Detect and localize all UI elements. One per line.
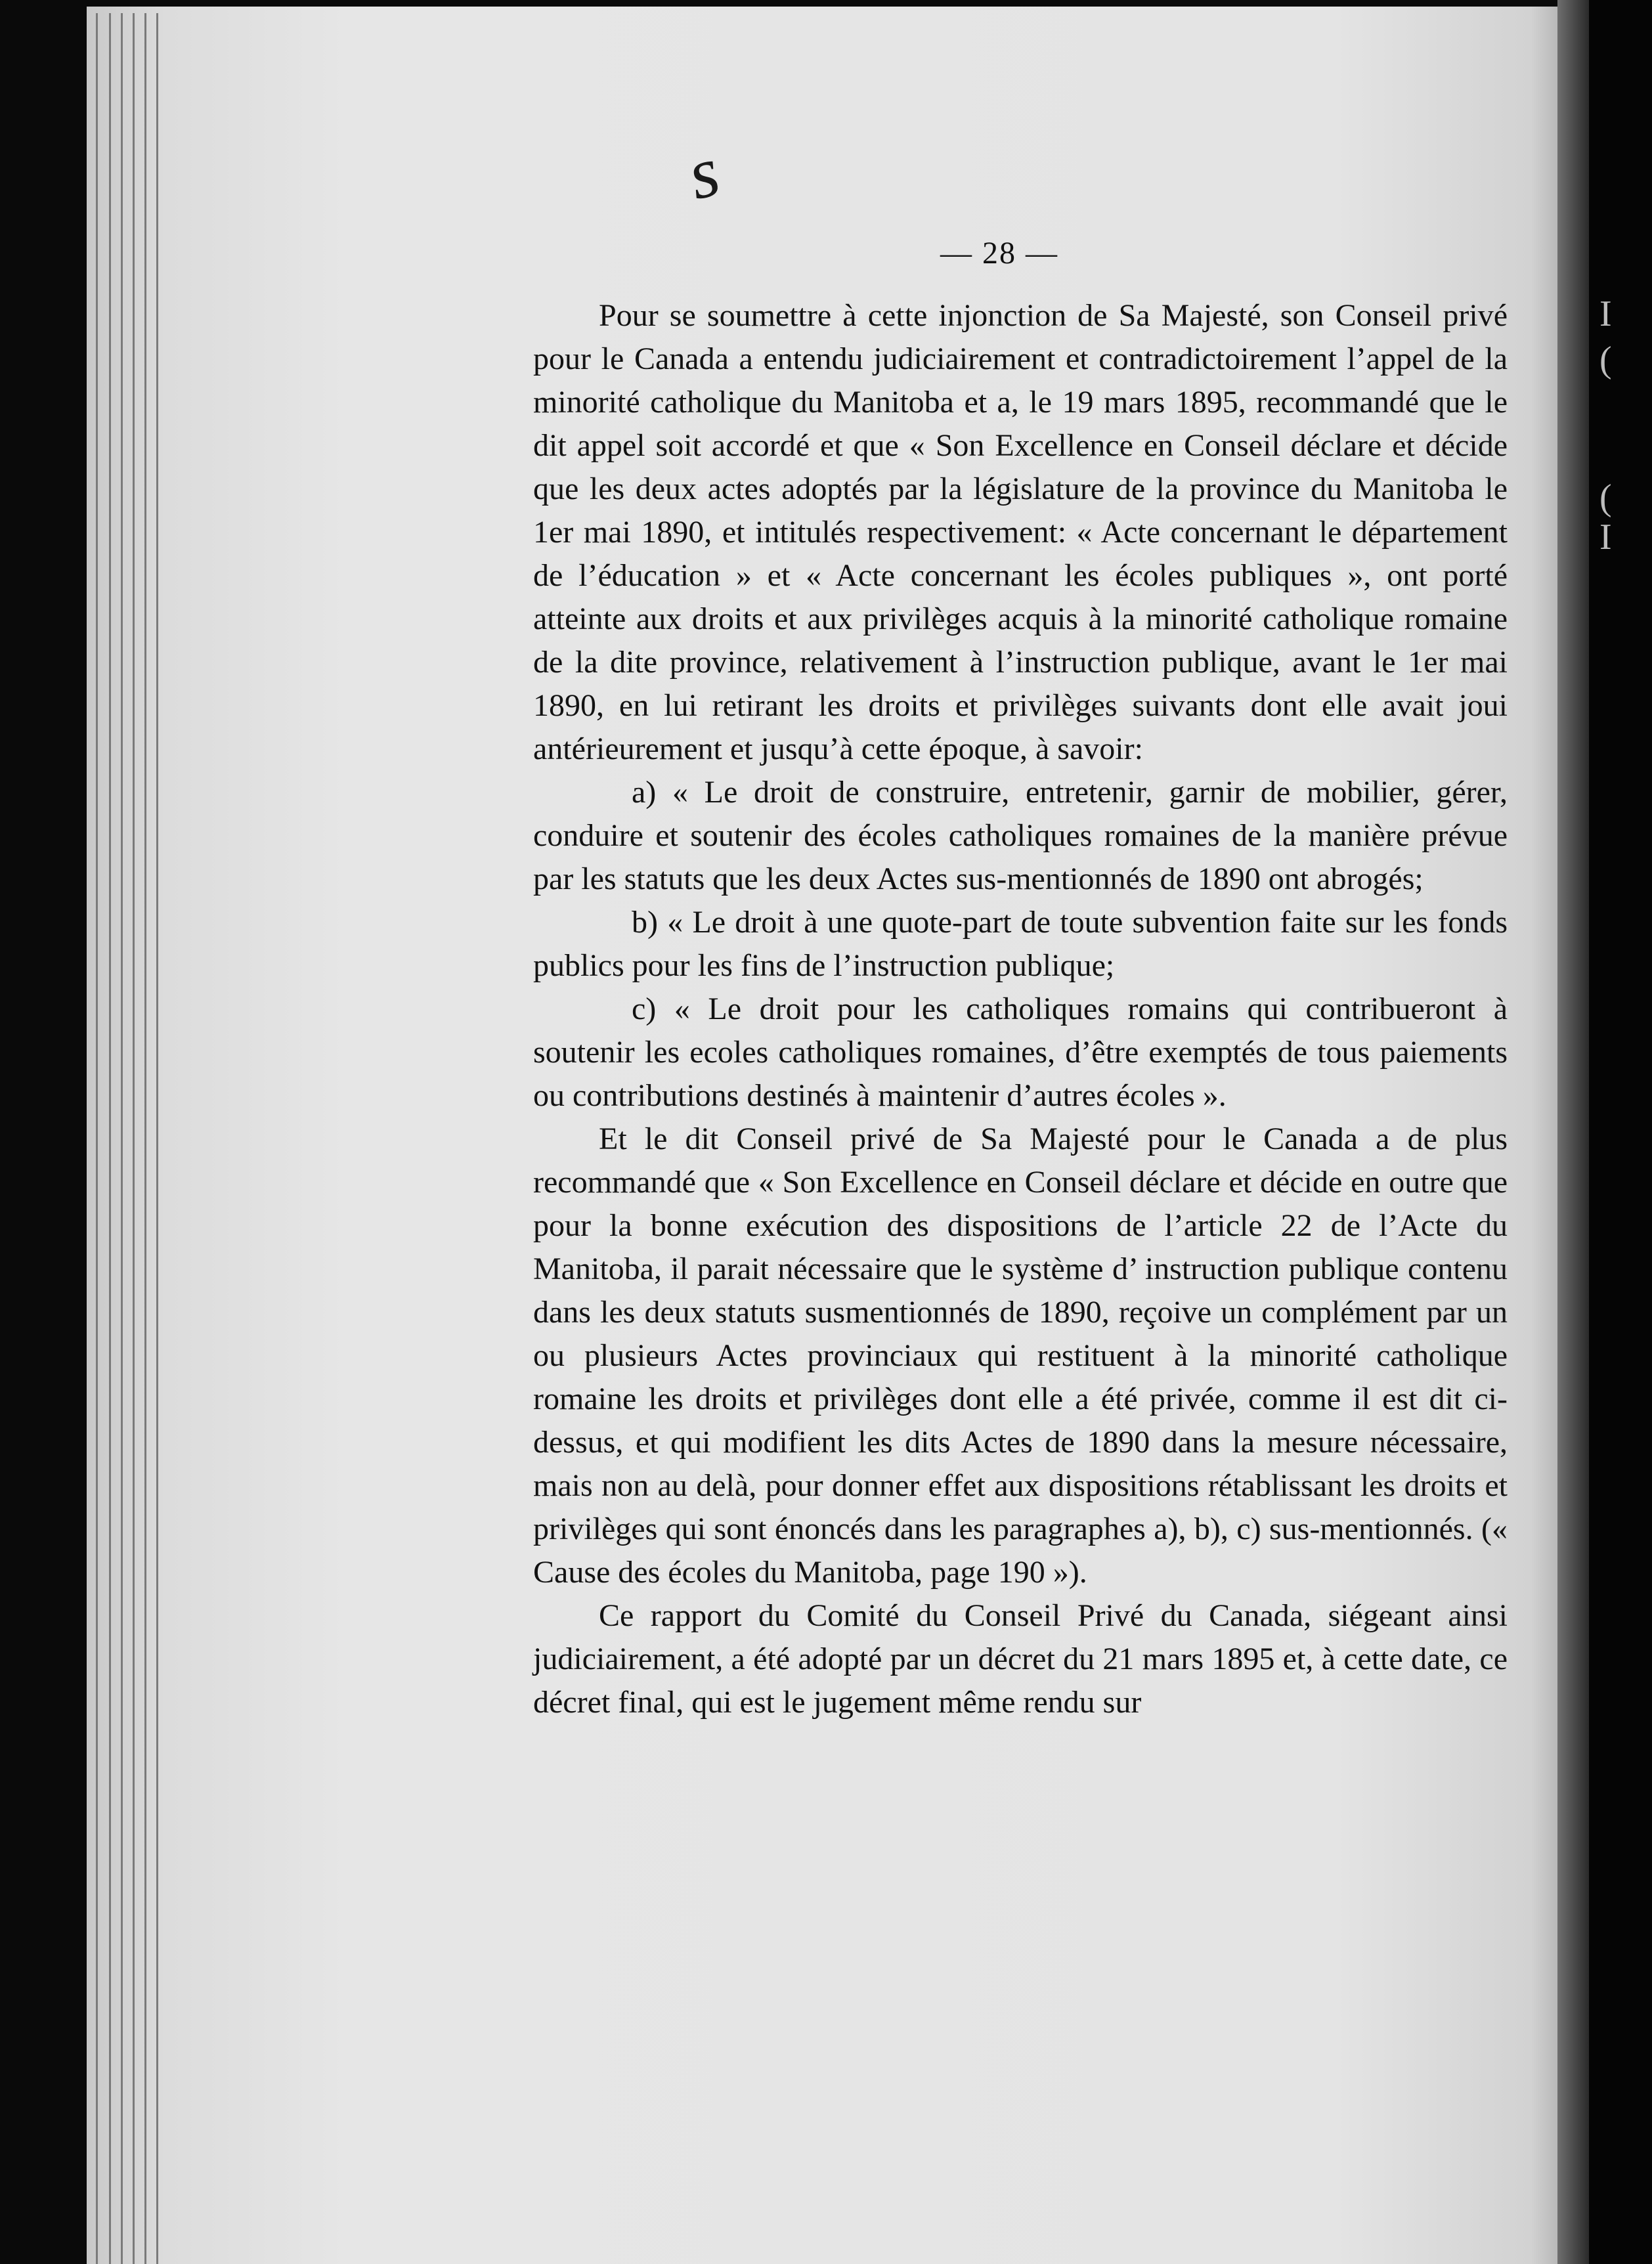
- body-text: [533, 294, 1508, 1724]
- paragraph: Ce rapport du Comité du Conseil Privé du Canada, siégeant ainsi judiciairement, a été adopté par un décret du 21 mars 1895 et, à cette date, ce décret final, qui est le jugement même rendu sur: [533, 1598, 1508, 1720]
- binding-shadow: [1557, 0, 1589, 2264]
- page-leaf-edge: [96, 13, 98, 2264]
- handwritten-mark: s: [679, 130, 728, 215]
- list-item-c: c) « Le droit pour les catholiques romains qui contribueront à soutenir les ecoles catholiques romaines, d’être exemptés de tous paiements ou contributions destinés à maintenir d’autres écoles ».: [533, 991, 1508, 1113]
- list-item-b: b) « Le droit à une quote-part de toute subvention faite sur les fonds publics pour les fins de l’instruction publique;: [533, 905, 1508, 983]
- paragraph: Et le dit Conseil privé de Sa Majesté pour le Canada a de plus recommandé que « Son Excellence en Conseil déclare et décide en outre que pour la bonne exécution des dispositions de l’article 22 de l’Acte du Manitoba, il parait nécessaire que le système d’ instruction publique contenu dans les deux statuts susmentionnés de 1890, reçoive un complément par un ou plusieurs Actes provinciaux qui restituent à la minorité catholique romaine les droits et privilèges dont elle a été privée, comme il est dit ci-dessus, et qui modifient les dits Actes de 1890 dans la mesure nécessaire, mais non au delà, pour donner effet aux dispositions rétablissant les droits et privilèges qui sont énoncés dans les paragraphes a), b), c) sus-mentionnés. (« Cause des écoles du Manitoba, page 190 »).: [533, 1121, 1508, 1590]
- list-item-a: a) « Le droit de construire, entretenir, garnir de mobilier, gérer, conduire et soutenir des écoles catholiques romaines de la manière prévue par les statuts que les deux Actes sus-mentionnés de 1890 ont abrogés;: [533, 775, 1508, 896]
- page-leaf-edge: [109, 13, 111, 2264]
- paragraph: Pour se soumettre à cette injonction de Sa Majesté, son Conseil privé pour le Canada a entendu judiciairement et contradictoirement l’appel de la minorité catholique du Manitoba et a, le 19 mars 1895, recommandé que le dit appel soit accordé et que « Son Excellence en Conseil déclare et décide que les deux actes adoptés par la législature de la province du Manitoba le 1er mai 1890, et intitulés respectivement: « Acte concernant le département de l’éducation » et « Acte concernant les écoles publiques », ont porté atteinte aux droits et aux privilèges acquis à la minorité catholique romaine de la dite province, relativement à l’instruction publique, avant le 1er mai 1890, en lui retirant les droits et privilèges suivants dont elle avait joui antérieurement et jusqu’à cette époque, à savoir:: [533, 298, 1508, 766]
- bleed-through-char: I: [1599, 294, 1612, 334]
- page-number: — 28 —: [940, 236, 1058, 271]
- page-leaf-edge: [133, 13, 135, 2264]
- bleed-through-char: (: [1599, 477, 1612, 518]
- page-leaf-edge: [121, 13, 123, 2264]
- page-leaf-edge: [144, 13, 146, 2264]
- facing-page-strip: [1589, 0, 1652, 2264]
- page-leaf-edge: [156, 13, 158, 2264]
- bleed-through-char: I: [1599, 517, 1612, 557]
- bleed-through-char: (: [1599, 339, 1612, 380]
